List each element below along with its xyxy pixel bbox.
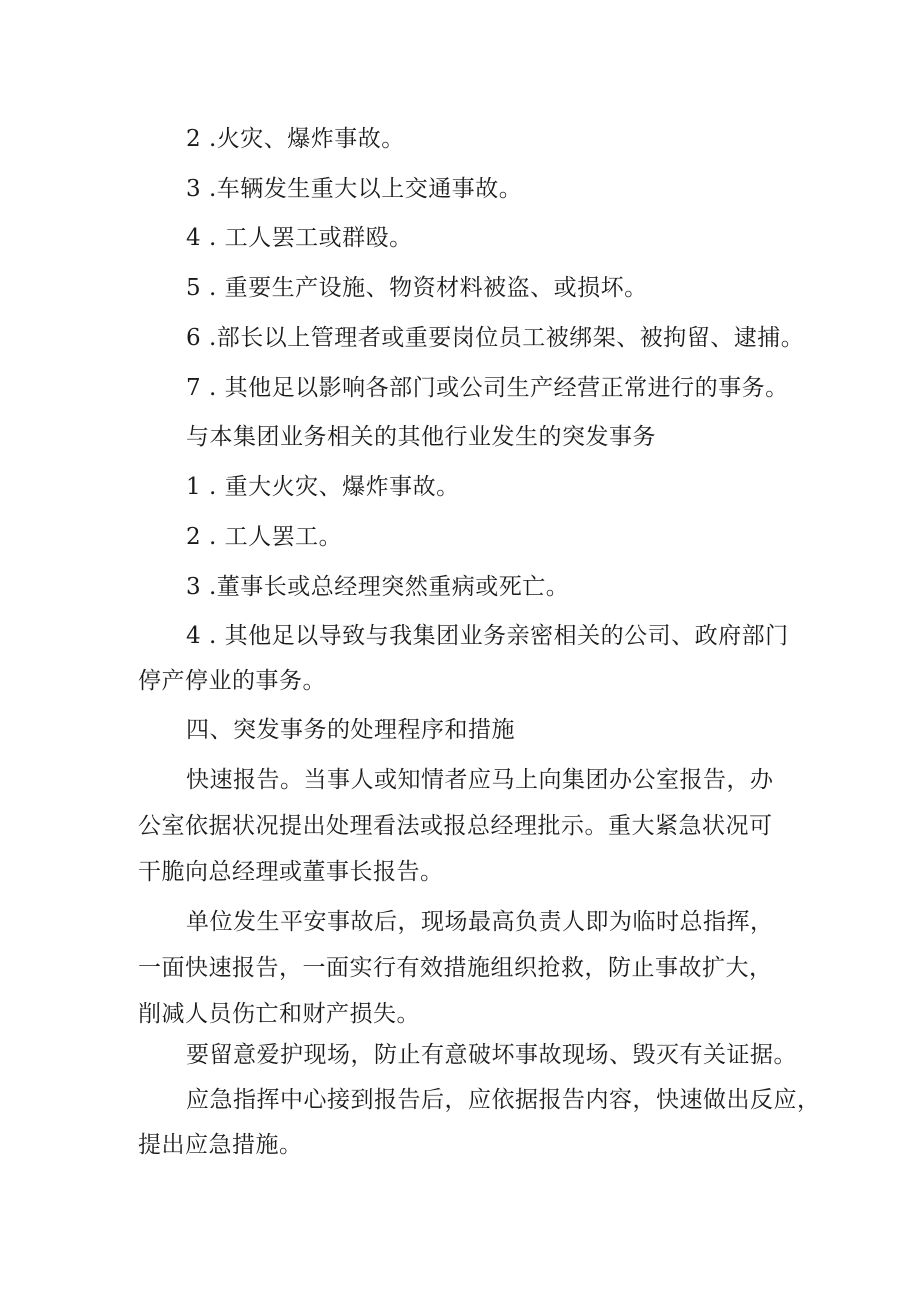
paragraph-report-line-1: 快速报告。当事人或知情者应马上向集团办公室报告，办 [186, 767, 774, 793]
paragraph-accident-line-1: 单位发生平安事故后，现场最高负责人即为临时总指挥， [186, 909, 774, 935]
paragraph-accident-line-3: 削减人员伤亡和财产损失。 [138, 1001, 420, 1027]
list-item-traffic-accident: 3 .车辆发生重大以上交通事故。 [186, 176, 523, 202]
list-item-other-shutdown-cont: 停产停业的事务。 [138, 668, 326, 694]
paragraph-command-center-line-1: 应急指挥中心接到报告后，应依据报告内容，快速做出反应， [186, 1087, 821, 1113]
list-item-major-fire: 1 . 重大火灾、爆炸事故。 [186, 474, 460, 500]
section-heading-related-industry: 与本集团业务相关的其他行业发生的突发事务 [186, 424, 656, 450]
list-item-strike-fight: 4 . 工人罢工或群殴。 [186, 225, 413, 251]
paragraph-protect-scene: 要留意爱护现场，防止有意破坏事故现场、毁灭有关证据。 [186, 1042, 797, 1068]
list-item-strike: 2 . 工人罢工。 [186, 524, 343, 550]
list-item-other-affairs: 7 . 其他足以影响各部门或公司生产经营正常进行的事务。 [186, 375, 789, 401]
paragraph-report-line-3: 干脆向总经理或董事长报告。 [138, 859, 444, 885]
list-item-kidnap-detain: 6 .部长以上管理者或重要岗位员工被绑架、被拘留、逮捕。 [186, 325, 805, 351]
list-item-chairman-illness: 3 .董事长或总经理突然重病或死亡。 [186, 574, 570, 600]
list-item-theft-damage: 5 . 重要生产设施、物资材料被盗、或损坏。 [186, 275, 648, 301]
paragraph-report-line-2: 公室依据状况提出处理看法或报总经理批示。重大紧急状况可 [138, 813, 773, 839]
paragraph-accident-line-2: 一面快速报告，一面实行有效措施组织抢救，防止事故扩大， [138, 955, 773, 981]
paragraph-command-center-line-2: 提出应急措施。 [138, 1132, 303, 1158]
list-item-fire-explosion: 2 .火灾、爆炸事故。 [186, 126, 405, 152]
section-heading-procedures: 四、突发事务的处理程序和措施 [186, 717, 515, 743]
list-item-other-shutdown: 4 . 其他足以导致与我集团业务亲密相关的公司、政府部门 [186, 623, 789, 649]
